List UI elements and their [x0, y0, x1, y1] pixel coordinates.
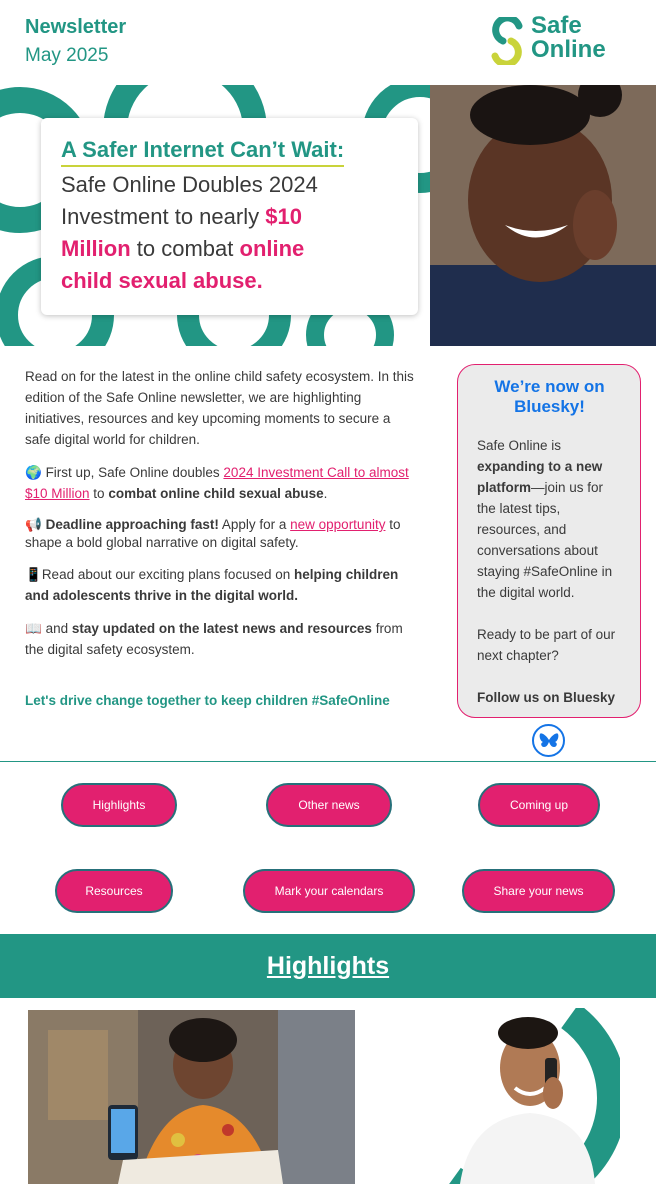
intro-paragraph-5 — [25, 618, 417, 660]
hero-highlight-c: online — [239, 236, 305, 261]
safe-online-logo[interactable] — [489, 14, 624, 66]
bluesky-callout — [457, 364, 641, 718]
bluesky-title: We’re now on Bluesky! — [494, 377, 605, 416]
bluesky-body — [477, 435, 622, 708]
nav-share-news-button[interactable]: Share your news — [462, 869, 615, 913]
hero-headline: A Safer Internet Can’t Wait: — [61, 136, 344, 167]
reading-girl-image — [28, 1010, 355, 1184]
p4-bold: helping children and adolescents thrive in the digital world. — [25, 567, 399, 603]
megaphone-icon: 📢 — [25, 517, 42, 532]
highlight-photo-reading-girl[interactable] — [28, 1010, 355, 1184]
section-divider — [0, 761, 656, 762]
bluesky-body-post: —join us for the latest tips, resources, and conversations about staying #SafeOnline in the digital world. — [477, 480, 613, 600]
intro-paragraph-3 — [25, 516, 417, 552]
intro-paragraph-4 — [25, 564, 417, 606]
logo-line-2: Online — [531, 36, 606, 63]
intro-paragraph-1: Read on for the latest in the online child safety ecosystem. In this edition of the Safe Online newsletter, we are highlighting initiatives, resources and key upcoming moments to secure a safe digital world for children. — [25, 369, 414, 447]
investment-call-link[interactable]: 2024 Investment Call to almost $10 Million — [25, 465, 409, 501]
new-opportunity-link[interactable]: new opportunity — [290, 517, 386, 532]
p2-end: . — [323, 486, 328, 501]
highlights-title[interactable]: Highlights — [266, 951, 390, 980]
nav-other-news-button[interactable]: Other news — [266, 783, 392, 827]
intro-paragraph-2 — [25, 462, 417, 504]
nav-coming-up-button[interactable]: Coming up — [478, 783, 600, 827]
nav-highlights-button[interactable]: Highlights — [61, 783, 177, 827]
newsletter-header — [0, 0, 656, 85]
man-on-phone-image — [420, 1008, 620, 1184]
butterfly-icon[interactable] — [532, 724, 565, 757]
bluesky-body-bold: expanding to a new platform — [477, 459, 603, 495]
p3-end: to shape a bold global narrative on digital safety. — [25, 517, 401, 550]
hero-highlight-a: $10 — [265, 204, 302, 229]
logo-mark-icon — [489, 17, 525, 65]
intro-section — [25, 366, 417, 723]
nav-calendars-button[interactable]: Mark your calendars — [243, 869, 415, 913]
p3-text: Apply for a — [218, 517, 291, 532]
logo-text — [531, 14, 606, 62]
globe-icon: 🌍 — [25, 465, 42, 480]
highlights-banner — [0, 934, 656, 998]
p2-text: First up, Safe Online doubles — [41, 465, 224, 480]
open-book-icon: 📖 — [25, 621, 42, 636]
hero-banner[interactable] — [0, 85, 656, 346]
p3-bold: Deadline approaching fast! — [41, 517, 219, 532]
hero-body-text — [61, 169, 398, 297]
hero-headline-card — [41, 118, 418, 315]
nav-resources-button[interactable]: Resources — [55, 869, 173, 913]
p2-mid: to — [89, 486, 109, 501]
p5-bold: stay updated on the latest news and resources — [71, 621, 372, 636]
bluesky-body-pre: Safe Online is — [477, 438, 562, 453]
p2-bold: combat online child sexual abuse — [108, 486, 324, 501]
hero-highlight-b: Million — [61, 236, 131, 261]
hero-line-c: to combat — [130, 236, 240, 261]
bluesky-follow-label[interactable]: Follow us on Bluesky — [477, 690, 616, 705]
p5-end: from the digital safety ecosystem. — [25, 621, 403, 657]
bluesky-body-2: Ready to be part of our next chapter? — [477, 627, 616, 663]
hero-highlight-d: child sexual abuse. — [61, 268, 263, 293]
p5-text: and — [41, 621, 72, 636]
logo-line-1: Safe — [531, 12, 582, 39]
newsletter-title: Newsletter — [25, 16, 127, 38]
newsletter-date: May 2025 — [25, 45, 109, 66]
mobile-phone-icon: 📱 — [25, 567, 42, 582]
hero-line-a: Safe Online Doubles 2024 — [61, 172, 318, 197]
call-to-action: Let's drive change together to keep children #SafeOnline — [25, 693, 390, 708]
highlight-photo-man-on-phone[interactable] — [420, 1008, 620, 1184]
hero-line-b: Investment to nearly — [61, 204, 266, 229]
p4-text: Read about our exciting plans focused on — [41, 567, 294, 582]
